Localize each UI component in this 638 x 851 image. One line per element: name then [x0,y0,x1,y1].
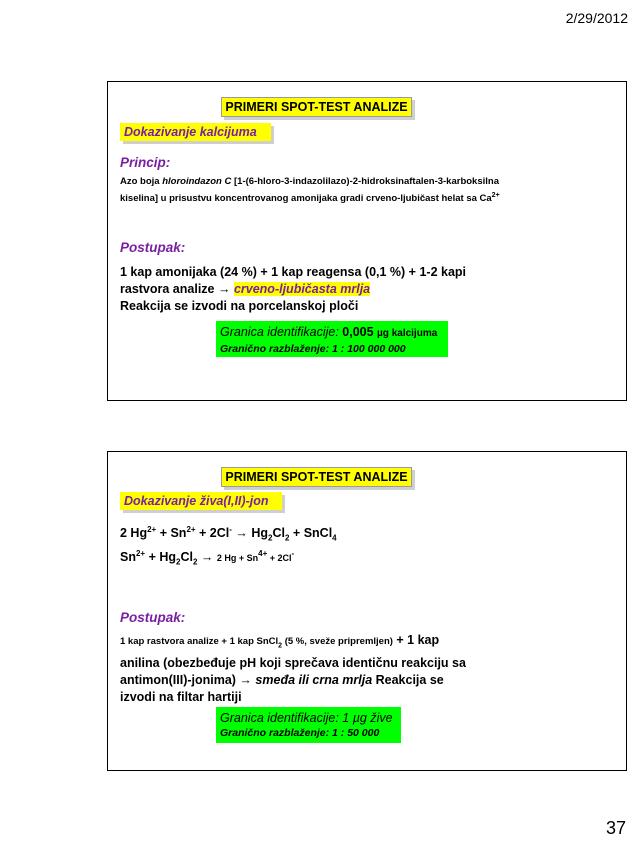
equation-2: $Sn^{2+} + Hg_2Cl_2 \to 2$ $Hg + Sn^{4+} + 2Cl^-$ [120,549,295,567]
procedure-label: Postupak: [120,610,186,625]
result-highlight: crveno-ljubičasta mrlja [233,282,371,296]
page-number: 37 [605,818,626,838]
procedure-label: Postupak: [120,240,186,255]
slide-title: PRIMERI SPOT-TEST ANALIZE [221,467,412,487]
identification-box: Granica identifikacije: 0,005 µg kalcijuma Granično razblaženje: 1 : 100 000 000 [216,321,448,357]
identification-box: Granica identifikacije: 1 µg žive Granično razblaženje: 1 : 50 000 [216,707,401,743]
procedure-text: 1 kap amonijaka (24 %) + 1 kap reagensa (0,1 %) + 1-2 kapi rastvora analize → crveno-ljubičasta mrlja Reakcija se izvodi na porcelanskoj ploči [120,265,467,313]
slide-calcium [107,81,627,401]
section-label: Dokazivanje živa(I,II)-jon [120,492,282,510]
procedure-text: 1 kap rastvora analize + 1 kap SnCl$_2$ (5 %, sveže pripremljen) + 1 kap anilina (obezbeđuje pH koji sprečava identičnu reakciju sa antimon(III)-jonima) → smeđa ili crna mrlja Reakcija se izvodi na filtar hartiji [120,633,466,704]
print-date: 2/29/2012 [565,10,628,26]
slide-title: PRIMERI SPOT-TEST ANALIZE [221,97,412,117]
equation-1: 2 $Hg^{2+} + Sn^{2+} + 2Cl^- \to Hg_2Cl_2$ + SnCl$_4$ [120,525,337,543]
section-label: Dokazivanje kalcijuma [120,123,271,141]
principle-label: Princip: [120,155,171,170]
slide-mercury [107,451,627,771]
principle-text: Azo boja hloroindazon C [1-(6-hloro-3-indazolilazo)-2-hidroksinaftalen-3-karboksilna kiselina] u prisustvu koncentrovanog amonijaka gradi crveno-ljubičast helat sa $Ca^{2+}$ [120,176,500,205]
